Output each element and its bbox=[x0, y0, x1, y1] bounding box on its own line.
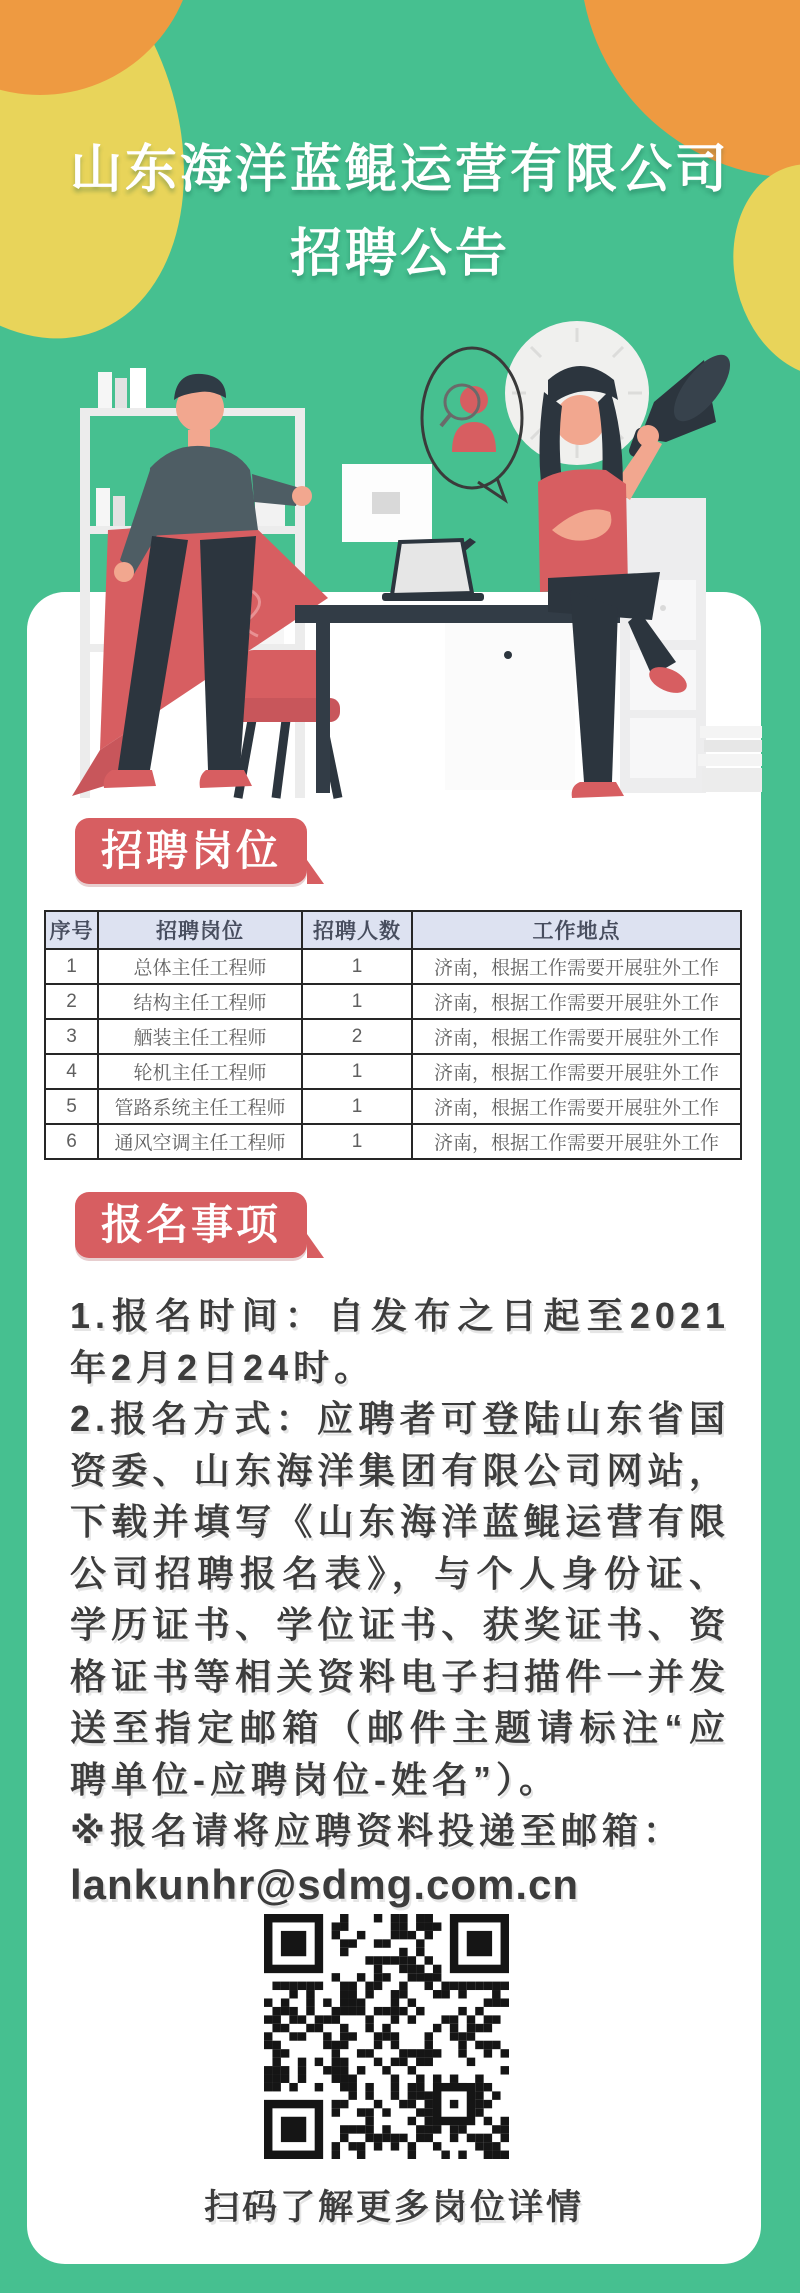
signup-section-label: 报名事项 bbox=[101, 1201, 282, 1248]
candidate-icon bbox=[441, 385, 496, 452]
signup-section-badge bbox=[75, 1192, 307, 1258]
table-row: 5 管路系统主任工程师 1 济南，根据工作需要开展驻外工作 bbox=[45, 1089, 741, 1124]
announcement-label: 招聘公告 bbox=[289, 225, 510, 283]
table-header-row bbox=[45, 911, 741, 949]
content-card bbox=[27, 592, 761, 2264]
table-row: 4 轮机主任工程师 1 济南，根据工作需要开展驻外工作 bbox=[45, 1054, 741, 1089]
office-illustration bbox=[0, 230, 800, 800]
wall-frame bbox=[342, 464, 432, 542]
positions-section-badge bbox=[75, 818, 307, 884]
qr-caption: 扫码了解更多岗位详情 bbox=[203, 2188, 584, 2227]
qr-code bbox=[264, 1914, 509, 2159]
signup-note: ※报名请将应聘资料投递至邮箱： bbox=[70, 1810, 684, 1851]
header-location: 工作地点 bbox=[412, 911, 741, 949]
positions-section-label: 招聘岗位 bbox=[101, 827, 282, 874]
table-row: 1 总体主任工程师 1 济南，根据工作需要开展驻外工作 bbox=[45, 949, 741, 984]
table-row: 2 结构主任工程师 1 济南，根据工作需要开展驻外工作 bbox=[45, 984, 741, 1019]
signup-email: lankunhr@sdmg.com.cn bbox=[70, 1860, 580, 1908]
table-row: 3 舾装主任工程师 2 济南，根据工作需要开展驻外工作 bbox=[45, 1019, 741, 1054]
company-name: 山东海洋蓝鲲运营有限公司 bbox=[69, 141, 730, 199]
signup-time: 1.报名时间：自发布之日起至2021年2月2日24时。 bbox=[70, 1295, 730, 1388]
jobs-table bbox=[44, 910, 742, 1160]
signup-method: 2.报名方式：应聘者可登陆山东省国资委、山东海洋集团有限公司网站，下载并填写《山东海洋蓝鲲运营有限公司招聘报名表》，与个人身份证、学历证书、学位证书、获奖证书、资格证书等相关资料电子扫描件一并发送至指定邮箱（邮件主题请标注“应聘单位-应聘岗位-姓名”）。 bbox=[70, 1398, 730, 1800]
speech-bubble bbox=[422, 348, 522, 500]
header-count: 招聘人数 bbox=[302, 911, 412, 949]
header-no: 序号 bbox=[45, 911, 98, 949]
table-row: 6 通风空调主任工程师 1 济南，根据工作需要开展驻外工作 bbox=[45, 1124, 741, 1159]
header-job: 招聘岗位 bbox=[98, 911, 302, 949]
signup-instructions bbox=[70, 1290, 730, 1913]
